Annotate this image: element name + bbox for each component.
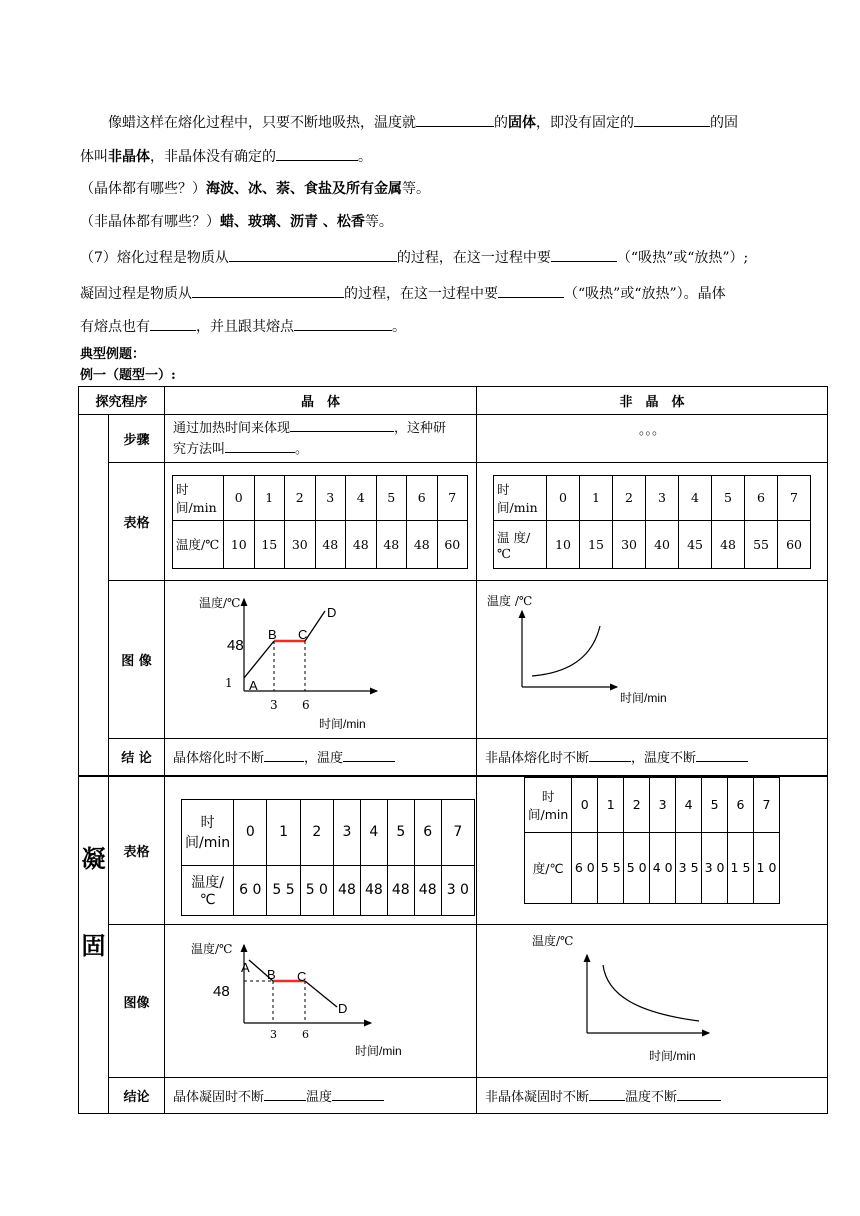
answer: 蜡、玻璃、沥青 、松香	[220, 214, 365, 230]
table-cell: 10	[224, 520, 255, 568]
blank[interactable]	[677, 1086, 721, 1101]
melt-crystal-graph	[165, 581, 477, 738]
table-cell: 7	[437, 475, 468, 520]
table-cell: 3	[650, 777, 676, 832]
melt-crystal-data-table	[172, 475, 468, 569]
y-label: 温度/℃	[191, 942, 233, 956]
table-cell: 1	[254, 475, 285, 520]
table-cell: 30	[285, 520, 316, 568]
header-program: 探究程序	[79, 387, 165, 415]
x-3: 3	[270, 698, 278, 712]
text: 。	[392, 319, 406, 335]
blank[interactable]	[416, 112, 494, 127]
row-label: 时间/min	[525, 777, 572, 832]
intro-line-2	[80, 146, 785, 167]
crystal-list	[80, 180, 785, 199]
row-label: 时 间/min	[494, 475, 547, 520]
amorphous-list	[80, 213, 785, 232]
table-cell: 6 0	[572, 832, 598, 903]
table-cell: 6	[407, 475, 438, 520]
segment-CD	[305, 611, 325, 641]
x-label: 时间/min	[620, 691, 667, 705]
question-7-line-2	[80, 283, 785, 304]
solidify-curve	[603, 965, 699, 1021]
table-cell: 5 5	[598, 832, 624, 903]
blank[interactable]	[343, 747, 395, 762]
melt-curve	[532, 626, 600, 676]
table-cell: 3 0	[441, 865, 474, 915]
table-cell: 4 0	[650, 832, 676, 903]
table-cell: 0	[547, 475, 580, 520]
intro-line-1	[80, 112, 785, 133]
question: （非晶体都有哪些？）	[80, 214, 220, 230]
melt-crystal-table-cell	[165, 463, 477, 581]
steps-crystal	[165, 415, 477, 463]
table-cell: 6	[414, 799, 441, 865]
text: 体叫	[80, 149, 108, 165]
point-A: A	[241, 960, 250, 975]
text: 的过程，在这一过程中要	[344, 286, 498, 302]
table-cell: 7	[778, 475, 811, 520]
table-cell: 5 5	[267, 865, 300, 915]
table-cell: 15	[580, 520, 613, 568]
x-6: 6	[302, 698, 310, 712]
row-label: 度/℃	[525, 832, 572, 903]
point-C: C	[298, 627, 308, 642]
point-B: B	[267, 967, 276, 982]
text: 的过程，在这一过程中要	[396, 250, 551, 266]
table-cell: 48	[315, 520, 346, 568]
row-label: 温度/℃	[173, 520, 224, 568]
typical-examples-heading: 典型例题：	[80, 347, 146, 362]
melt-amorph-conclusion	[477, 739, 828, 776]
table-cell: 4	[679, 475, 712, 520]
table-cell: 1	[580, 475, 613, 520]
table-cell: 5	[376, 475, 407, 520]
table-cell: 2	[613, 475, 646, 520]
table-cell: 3	[333, 799, 360, 865]
table-cell: 1 5	[728, 832, 754, 903]
row-label: 时间/min	[182, 799, 234, 865]
table-cell: 48	[407, 520, 438, 568]
solidify-section-cell	[79, 776, 109, 1114]
question: （晶体都有哪些？）	[80, 181, 206, 197]
answer: 海波、冰、萘、食盐及所有金属	[206, 181, 402, 197]
blank[interactable]	[192, 283, 344, 298]
row-label: 温 度/℃	[494, 520, 547, 568]
steps-amorphous: 。。。	[477, 415, 828, 463]
melt-crystal-conclusion	[165, 739, 477, 776]
text: 。	[358, 149, 372, 165]
table-cell: 5 0	[624, 832, 650, 903]
conclusion-label: 结 论	[109, 739, 165, 776]
blank[interactable]	[264, 1086, 306, 1101]
table-cell: 48	[387, 865, 414, 915]
text: 究方法叫	[173, 441, 226, 457]
point-A: A	[249, 678, 258, 693]
solid-amorph-graph-cell	[477, 925, 828, 1078]
blank[interactable]	[551, 247, 617, 262]
blank[interactable]	[589, 1086, 625, 1101]
table-cell: 0	[224, 475, 255, 520]
segment-CD	[305, 981, 337, 1007]
blank[interactable]	[276, 146, 358, 161]
text: ，温度	[304, 751, 344, 767]
melt-crystal-graph-cell	[165, 581, 477, 739]
text: 晶体凝固时不断	[173, 1090, 265, 1105]
table-cell: 45	[679, 520, 712, 568]
solid-crystal-conclusion	[165, 1078, 477, 1114]
table-cell: 5	[712, 475, 745, 520]
table-cell: 40	[646, 520, 679, 568]
blank[interactable]	[290, 418, 394, 432]
text: 等。	[364, 214, 393, 230]
header-amorphous: 非 晶 体	[477, 387, 828, 415]
y-label: 温度 /℃	[487, 594, 533, 608]
question-7-line-1	[80, 247, 785, 268]
table-cell: 4	[360, 799, 387, 865]
text: ，温度不断	[631, 751, 697, 767]
table-cell: 10	[547, 520, 580, 568]
table-cell: 15	[254, 520, 285, 568]
table-cell: 60	[778, 520, 811, 568]
text: 温度	[306, 1090, 333, 1105]
solid-amorph-data-table	[524, 777, 780, 904]
blank[interactable]	[229, 247, 397, 262]
table-cell: 4	[346, 475, 377, 520]
row-label: 时间/min	[173, 475, 224, 520]
x-3: 3	[270, 1028, 278, 1041]
melt-amorph-graph-cell	[477, 581, 828, 739]
melt-amorph-table-cell	[477, 463, 828, 581]
blank[interactable]	[589, 747, 631, 762]
solid-crystal-data-table	[181, 799, 475, 916]
table2-label: 表格	[109, 776, 165, 925]
point-D: D	[327, 605, 337, 620]
solid-crystal-graph-cell	[165, 925, 477, 1078]
table-cell: 0	[572, 777, 598, 832]
text: 非晶体熔化时不断	[485, 751, 590, 767]
melt-amorph-graph	[477, 581, 828, 738]
x-label: 时间/min	[649, 1049, 696, 1063]
solidify-char-1: 凝	[81, 844, 106, 873]
melt-amorph-data-table	[493, 475, 811, 569]
solid-crystal-table-cell	[165, 776, 477, 925]
table-cell: 60	[437, 520, 468, 568]
table-cell: 0	[234, 799, 267, 865]
text: 凝固过程是物质从	[80, 286, 192, 302]
y-label: 温度/℃	[199, 596, 241, 610]
point-C: C	[297, 969, 307, 984]
table-cell: 48	[346, 520, 377, 568]
table-cell: 6	[745, 475, 778, 520]
text: ，非晶体没有确定的	[150, 149, 276, 165]
term-solid: 固体	[508, 115, 536, 131]
text: 像蜡这样在熔化过程中，只要不断地吸热，温度就	[108, 115, 416, 131]
y-48: 48	[213, 983, 230, 1000]
solid-amorph-table-cell	[477, 776, 828, 925]
text: ，并且跟其熔点	[196, 319, 294, 335]
solidify-char-2: 固	[81, 931, 106, 960]
table-cell: 4	[676, 777, 702, 832]
y-label: 温度/℃	[532, 934, 574, 948]
text: 的	[494, 115, 508, 131]
image-label: 图 像	[109, 581, 165, 739]
example-1-heading: 例一（题型一）:	[80, 368, 176, 383]
text: 等。	[402, 181, 430, 197]
x-label: 时间/min	[355, 1044, 402, 1058]
text: 的固	[710, 115, 738, 131]
point-B: B	[268, 627, 277, 642]
solid-amorph-graph	[477, 925, 828, 1077]
table-cell: 3	[646, 475, 679, 520]
steps-label: 步骤	[109, 415, 165, 463]
table-cell: 48	[712, 520, 745, 568]
text: 。	[295, 441, 309, 457]
table-cell: 3 5	[676, 832, 702, 903]
blank[interactable]	[634, 112, 710, 127]
table-cell: 1	[267, 799, 300, 865]
table-cell: 48	[414, 865, 441, 915]
blank[interactable]	[294, 316, 392, 331]
y-1: 1	[225, 676, 233, 690]
text: 非晶体凝固时不断	[485, 1090, 590, 1105]
text: （7）熔化过程是物质从	[80, 250, 229, 266]
blank[interactable]	[264, 747, 304, 762]
table-cell: 6	[728, 777, 754, 832]
table-cell: 48	[333, 865, 360, 915]
table-label: 表格	[109, 463, 165, 581]
y-48: 48	[227, 637, 244, 654]
blank[interactable]	[225, 439, 295, 453]
text: ，这种研	[394, 420, 447, 436]
solid-amorph-conclusion	[477, 1078, 828, 1114]
text: ，即没有固定的	[536, 115, 634, 131]
blank[interactable]	[332, 1086, 384, 1101]
blank[interactable]	[696, 747, 748, 762]
text: 通过加热时间来体现	[173, 420, 291, 436]
segment-AB	[244, 641, 274, 678]
table-cell: 2	[624, 777, 650, 832]
blank[interactable]	[150, 316, 196, 331]
text: （“吸热”或“放热”）;	[616, 250, 749, 266]
blank[interactable]	[498, 283, 564, 298]
table-cell: 1	[598, 777, 624, 832]
melt-section-cell	[79, 415, 109, 776]
point-D: D	[338, 1001, 348, 1016]
table-cell: 3	[315, 475, 346, 520]
x-label: 时间/min	[319, 717, 366, 731]
table-cell: 7	[441, 799, 474, 865]
table-cell: 6 0	[234, 865, 267, 915]
table-cell: 2	[300, 799, 333, 865]
conclusion2-label: 结论	[109, 1078, 165, 1114]
table-cell: 55	[745, 520, 778, 568]
image2-label: 图像	[109, 925, 165, 1078]
text: 晶体熔化时不断	[173, 751, 265, 767]
table-cell: 2	[285, 475, 316, 520]
solid-crystal-graph	[165, 925, 477, 1077]
table-cell: 48	[376, 520, 407, 568]
table-cell: 5	[702, 777, 728, 832]
table-cell: 1 0	[753, 832, 779, 903]
table-cell: 48	[360, 865, 387, 915]
term-amorphous: 非晶体	[108, 149, 150, 165]
experiment-table	[78, 386, 828, 1114]
x-6: 6	[302, 1028, 310, 1041]
question-7-line-3	[80, 316, 785, 337]
table-cell: 7	[753, 777, 779, 832]
table-cell: 30	[613, 520, 646, 568]
row-label: 温度/℃	[182, 865, 234, 915]
table-cell: 3 0	[702, 832, 728, 903]
table-cell: 5	[387, 799, 414, 865]
text: 有熔点也有	[80, 319, 150, 335]
table-cell: 5 0	[300, 865, 333, 915]
text: （“吸热”或“放热”）。晶体	[564, 286, 726, 302]
text: 温度不断	[625, 1090, 678, 1105]
header-crystal: 晶 体	[165, 387, 477, 415]
